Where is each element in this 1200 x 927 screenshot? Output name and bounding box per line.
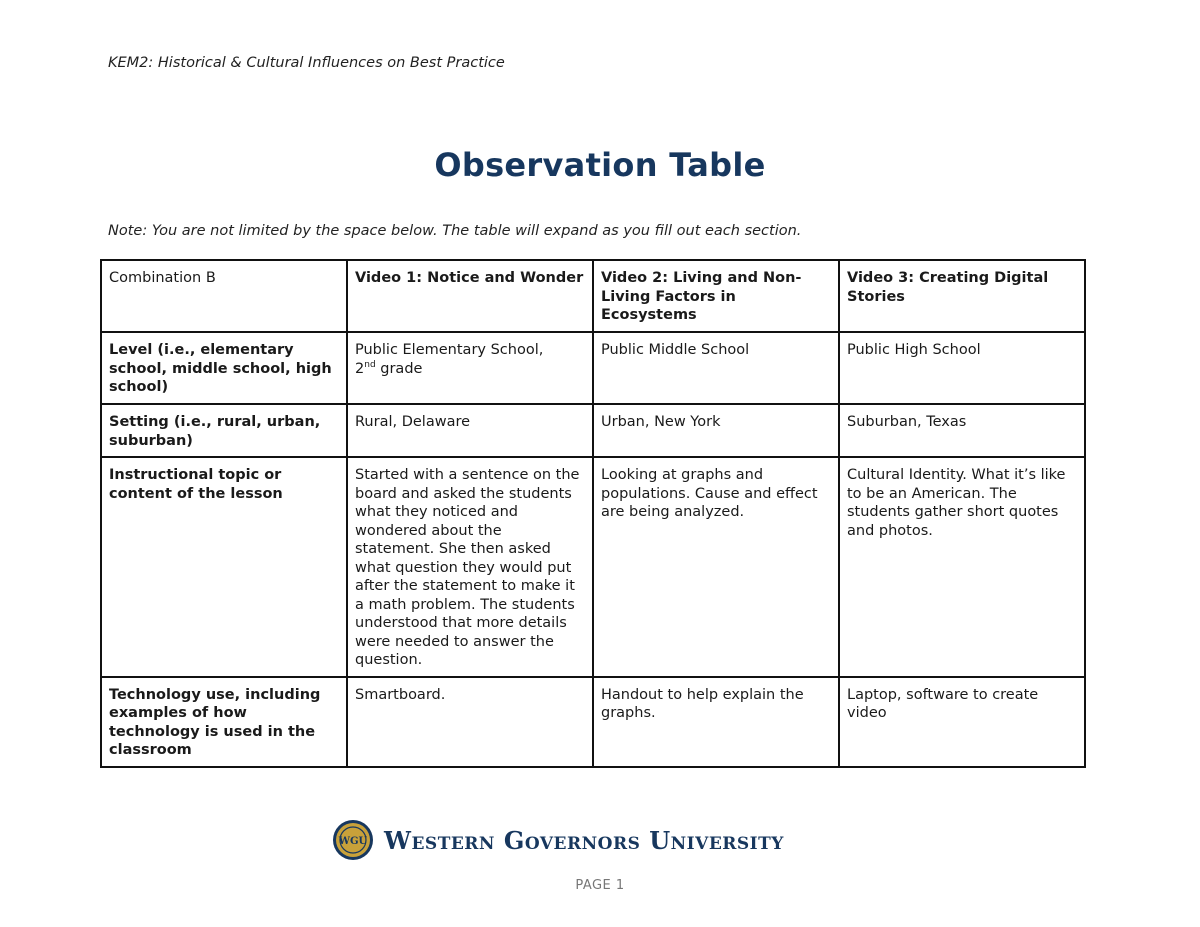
table-cell: Public Middle School bbox=[593, 332, 839, 404]
grade-word: grade bbox=[375, 360, 423, 377]
page-number: PAGE 1 bbox=[575, 878, 625, 893]
table-cell: Looking at graphs and populations. Cause and effect are being analyzed. bbox=[593, 457, 839, 677]
grade-number: 2 bbox=[355, 360, 365, 377]
observation-table bbox=[100, 259, 1086, 768]
seal-letters: WGU bbox=[338, 836, 368, 847]
table-row-technology bbox=[101, 677, 1085, 767]
table-cell: Handout to help explain the graphs. bbox=[593, 677, 839, 767]
table-cell: Public High School bbox=[839, 332, 1085, 404]
row-label-level: Level (i.e., elementary school, middle school, high school) bbox=[101, 332, 347, 404]
table-cell: Started with a sentence on the board and asked the students what they noticed and wondered about the statement. She then asked what question they would put after the statement to make it a math problem. The students understood that more details were needed to answer the question. bbox=[347, 457, 593, 677]
column-header-video-1: Video 1: Notice and Wonder bbox=[347, 260, 593, 332]
column-header-video-3: Video 3: Creating Digital Stories bbox=[839, 260, 1085, 332]
column-header-video-2: Video 2: Living and Non-Living Factors in Ecosystems bbox=[593, 260, 839, 332]
table-cell: Rural, Delaware bbox=[347, 404, 593, 457]
university-wordmark: Western Governors University bbox=[384, 825, 784, 855]
university-seal-icon bbox=[332, 819, 374, 861]
instruction-note: Note: You are not limited by the space below. The table will expand as you fill out each section. bbox=[108, 223, 802, 239]
university-logo bbox=[332, 818, 784, 862]
grade-suffix: nd bbox=[364, 359, 376, 370]
table-cell: Smartboard. bbox=[347, 677, 593, 767]
table-row-setting bbox=[101, 404, 1085, 457]
row-label-technology: Technology use, including examples of how technology is used in the classroom bbox=[101, 677, 347, 767]
table-cell: Urban, New York bbox=[593, 404, 839, 457]
row-label-setting: Setting (i.e., rural, urban, suburban) bbox=[101, 404, 347, 457]
table-cell: Suburban, Texas bbox=[839, 404, 1085, 457]
table-row-topic bbox=[101, 457, 1085, 677]
table-cell bbox=[347, 332, 593, 404]
table-cell: Cultural Identity. What it’s like to be an American. The students gather short quotes and photos. bbox=[839, 457, 1085, 677]
row-label-topic: Instructional topic or content of the lesson bbox=[101, 457, 347, 677]
document-header: KEM2: Historical & Cultural Influences on Best Practice bbox=[108, 55, 505, 71]
table-row-level bbox=[101, 332, 1085, 404]
cell-text: Public Elementary School, bbox=[355, 342, 544, 358]
table-header-row bbox=[101, 260, 1085, 332]
table-cell: Laptop, software to create video bbox=[839, 677, 1085, 767]
table-corner-cell: Combination B bbox=[101, 260, 347, 332]
page-title: Observation Table bbox=[434, 146, 766, 184]
